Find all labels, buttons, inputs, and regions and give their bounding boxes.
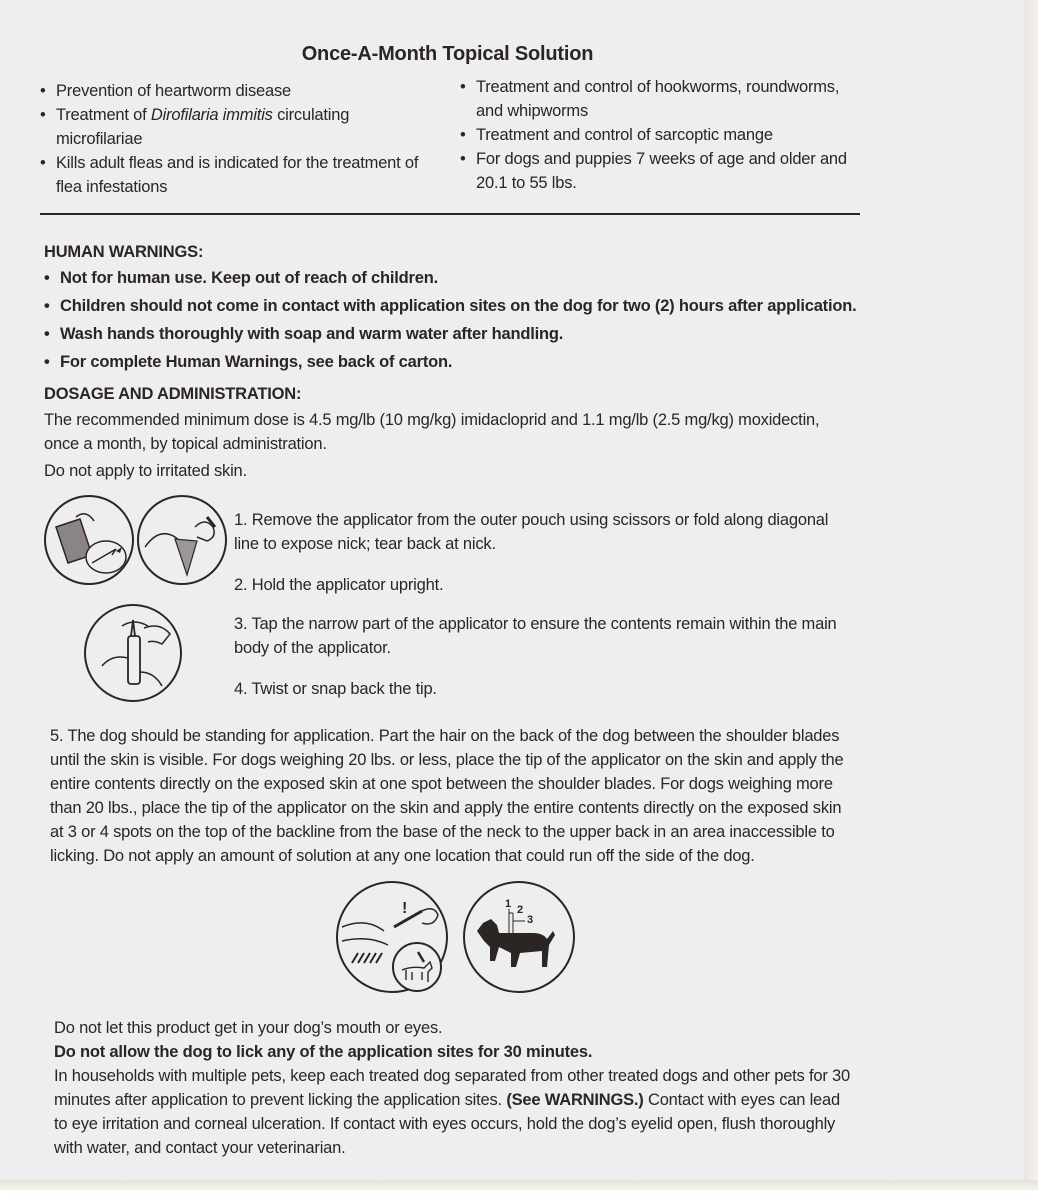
tear-back-illustration [137,495,227,585]
warning-item: • Children should not come in contact with application sites on the dog for two (2) hours after application. [44,297,857,315]
tap-applicator-illustration [84,604,182,702]
mouth-eyes-warning: Do not let this product get in your dog’s mouth or eyes. [54,1019,443,1037]
indications-left [40,79,435,199]
indications-right [460,75,855,195]
drop-mark: ! [402,900,408,917]
carton-side-edge [1024,0,1038,1188]
dosage-note: Do not apply to irritated skin. [44,462,247,480]
lick-warning: Do not allow the dog to lick any of the application sites for 30 minutes. [54,1043,593,1061]
carton-bottom-edge [0,1180,1038,1190]
indication-item: • Kills adult fleas and is indicated for the treatment of flea infestations [40,154,419,196]
indication-item: • Prevention of heartworm disease [40,82,292,100]
spot-number-1: 1 [505,898,512,910]
indication-item: • Treatment and control of hookworms, roundworms, and whipworms [460,78,840,120]
tap-applicator-drawing [86,606,180,700]
step-5: 5. The dog should be standing for application. Part the hair on the back of the dog between the shoulder blades until the skin is visible. For dogs weighing 20 lbs. or less, place the tip of the applicator on the skin and apply the entire contents directly on the exposed skin at one spot between the shoulder blades. For dogs weighing more than 20 lbs., place the tip of the applicator on the skin and apply the entire contents directly on the exposed skin at 3 or 4 spots on the top of the backline from the base of the neck to the upper back in an area inaccessible to licking. Do not apply an amount of solution at any one location that could run off the side of the dog. [50,727,844,865]
multiple-pets-warning: In households with multiple pets, keep each treated dog separated from other treated dogs and other pets for 30 minutes after application to prevent licking the application sites. (See WARNINGS.) Contact with eyes can lead to eye irritation and corneal ulceration. If contact with eyes occurs, hold the dog’s eyelid open, flush thoroughly with water, and contact your veterinarian. [54,1067,850,1157]
human-warnings-list [44,266,874,378]
step-3: 3. Tap the narrow part of the applicator to ensure the contents remain within the main body of the applicator. [234,615,837,657]
indication-item: • Treatment and control of sarcoptic mange [460,126,773,144]
human-warnings-heading: HUMAN WARNINGS: [44,243,204,261]
application-spots-illustration [463,881,575,993]
step-4: 4. Twist or snap back the tip. [234,680,437,698]
spot-number-2: 2 [517,904,524,916]
indication-item: • Treatment of Dirofilaria immitis circulating microfilariae [40,106,350,148]
indication-item: • For dogs and puppies 7 weeks of age and older and 20.1 to 55 lbs. [460,150,847,192]
step-1: 1. Remove the applicator from the outer pouch using scissors or fold along diagonal line to expose nick; tear back at nick. [234,511,829,553]
warning-item: • For complete Human Warnings, see back of carton. [44,353,453,371]
warning-item: • Wash hands thoroughly with soap and warm water after handling. [44,325,564,343]
small-dog-illustration [392,942,442,992]
spot-number-3: 3 [527,914,534,926]
dosage-heading: DOSAGE AND ADMINISTRATION: [44,385,302,403]
warning-item: • Not for human use. Keep out of reach of children. [44,269,438,287]
tear-back-drawing [139,497,225,583]
dosage-text: The recommended minimum dose is 4.5 mg/lb (10 mg/kg) imidacloprid and 1.1 mg/lb (2.5 mg/kg) moxidectin, once a month, by topical administration. [44,411,820,453]
step-2: 2. Hold the applicator upright. [234,576,444,594]
small-dog-drawing [394,944,440,990]
tear-pouch-illustration [44,495,134,585]
section-divider [40,213,860,215]
page-title: Once-A-Month Topical Solution [301,43,594,65]
application-spots-drawing [465,883,573,991]
tear-pouch-drawing [46,497,132,583]
